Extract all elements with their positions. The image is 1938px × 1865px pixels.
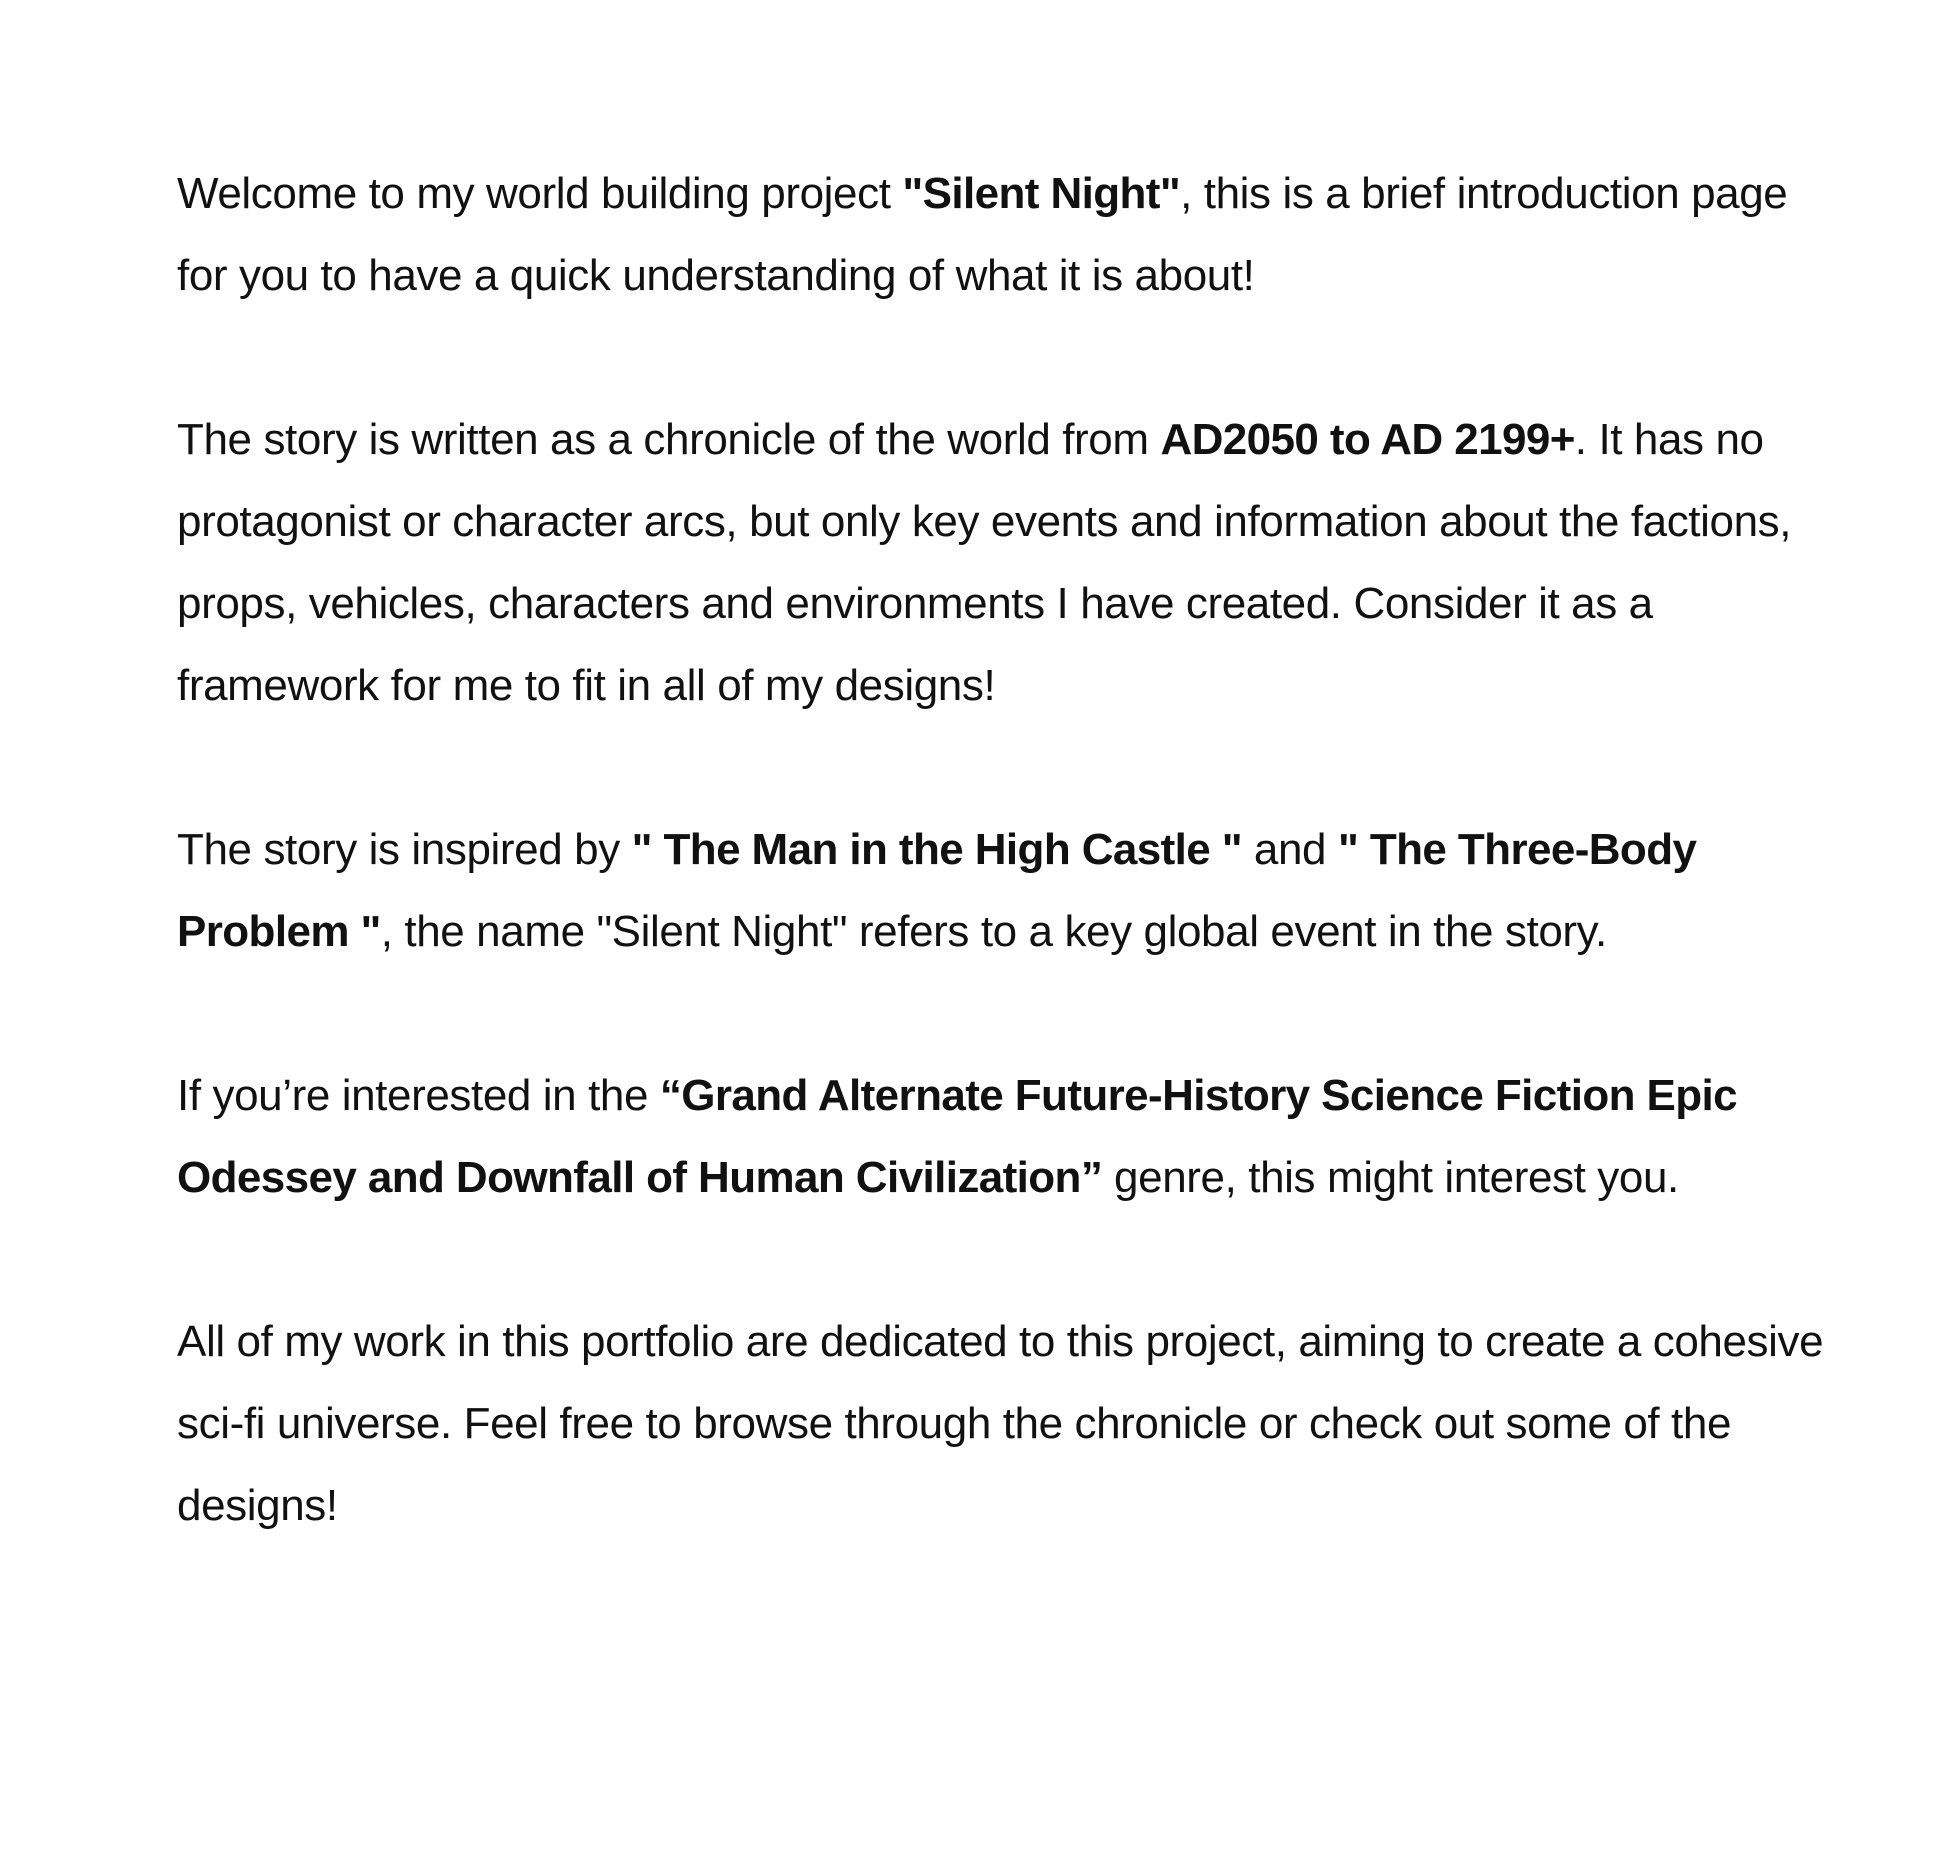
intro-paragraph-welcome [177, 153, 1837, 317]
timeline-range-bold: AD2050 to AD 2199+ [1160, 415, 1575, 464]
intro-paragraph-genre [177, 1055, 1837, 1219]
intro-paragraph-portfolio [177, 1301, 1837, 1547]
intro-text-block [177, 153, 1837, 1547]
text-segment: genre, this might interest you. [1102, 1153, 1679, 1202]
inspiration-title-bold: " The Three-Body Problem " [177, 825, 1697, 956]
text-segment: If you’re interested in the [177, 1071, 660, 1120]
text-segment: The story is written as a chronicle of the world from [177, 415, 1161, 464]
text-segment: . It has no protagonist or character arcs, but only key events and information about the factions, props, vehicles, characters and environments I have created. Consider it as a framework for me to fit in all of my designs! [177, 415, 1792, 710]
text-segment: and [1242, 825, 1338, 874]
text-segment: , this is a brief introduction page for you to have a quick understanding of what it is about! [177, 169, 1788, 300]
text-segment: All of my work in this portfolio are dedicated to this project, aiming to create a cohesive sci-fi universe. Feel free to browse through the chronicle or check out some of the designs! [177, 1317, 1824, 1530]
text-segment: , the name "Silent Night" refers to a key global event in the story. [380, 907, 1607, 956]
intro-paragraph-inspiration [177, 809, 1837, 973]
intro-paragraph-chronicle [177, 399, 1837, 727]
genre-name-bold: “Grand Alternate Future-History Science Fiction Epic Odessey and Downfall of Human Civilization” [177, 1071, 1738, 1202]
text-segment: Welcome to my world building project [177, 169, 903, 218]
project-title-bold: "Silent Night" [902, 169, 1181, 218]
inspiration-title-bold: " The Man in the High Castle " [631, 825, 1243, 874]
text-segment: The story is inspired by [177, 825, 632, 874]
